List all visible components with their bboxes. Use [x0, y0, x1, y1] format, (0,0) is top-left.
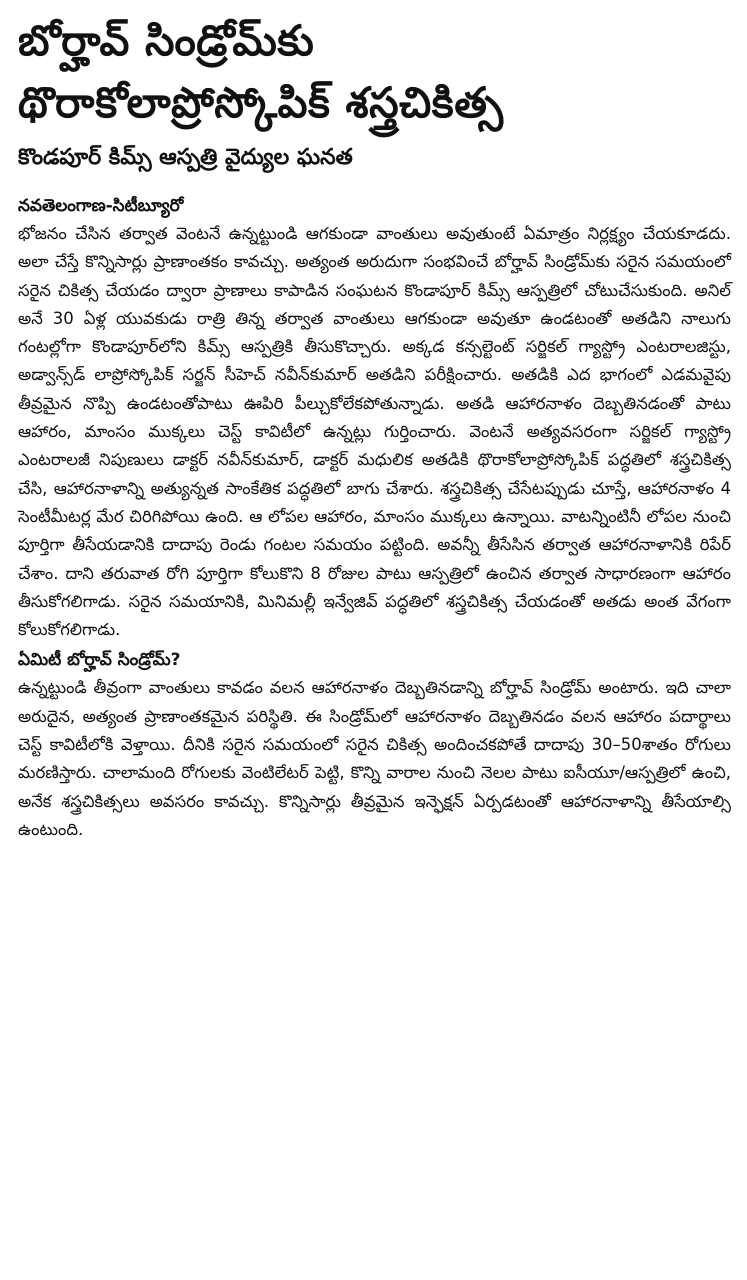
headline — [18, 10, 731, 134]
body-paragraph: భోజనం చేసిన తర్వాత వెంటనే ఉన్నట్టుండి ఆగకుండా వాంతులు అవుతుంటే ఏమాత్రం నిర్లక్ష్యం చేయకూడదు. అలా చేస్తే కొన్నిసార్లు ప్రాణాంతకం కావచ్చు. అత్యంత అరుదుగా సంభవించే బోర్హావ్ సిండ్రోమ్‌కు సరైన సమయంలో సరైన చికిత్స చేయడం ద్వారా ప్రాణాలు కాపాడిన సంఘటన కొండాపూర్ కిమ్స్ ఆస్పత్రిలో చోటుచేసుకుంది. అనిల్ అనే 30 ఏళ్ల యువకుడు రాత్రి తిన్న తర్వాత వాంతులు ఆగకుండా అవుతూ ఉండటంతో అతడిని నాలుగు గంటల్లోగా కొండాపూర్‌లోని కిమ్స్ ఆస్పత్రికి తీసుకొచ్చారు. అక్కడ కన్సల్టెంట్ సర్జికల్ గ్యాస్ట్రో ఎంటరాలజిస్టు, అడ్వాన్స్‌డ్ లాప్రోస్కోపిక్ సర్జన్ సీహెచ్ నవీన్‌కుమార్ అతడిని పరీక్షించారు. అతడికి ఎద భాగంలో ఎడమవైపు తీవ్రమైన నొప్పి ఉండటంతోపాటు ఊపిరి పీల్చుకోలేకపోతున్నాడు. అతడి ఆహారనాళం దెబ్బతినడంతో పాటు ఆహారం, మాంసం ముక్కలు చెస్ట్ కావిటీలో ఉన్నట్లు గుర్తించారు. వెంటనే అత్యవసరంగా సర్జికల్ గ్యాస్ట్రో ఎంటరాలజీ నిపుణులు డాక్టర్ నవీన్‌కుమార్, డాక్టర్ మధులిక అతడికి థొరాకోలాప్రోస్కోపిక్ పద్ధతిలో శస్త్రచికిత్స చేసి, ఆహారనాళాన్ని అత్యున్నత సాంకేతిక పద్ధతిలో బాగు చేశారు. శస్త్రచికిత్స చేసేటప్పుడు చూస్తే, ఆహారనాళం 4 సెంటీమీటర్ల మేర చిరిగిపోయి ఉంది. ఆ లోపల ఆహారం, మాంసం ముక్కలు ఉన్నాయి. వాటన్నింటినీ లోపల నుంచి పూర్తిగా తీసేయడానికి దాదాపు రెండు గంటల సమయం పట్టింది. అవన్నీ తీసేసిన తర్వాత ఆహారనాళానికి రిపేర్ చేశాం. దాని తరువాత రోగి పూర్తిగా కోలుకొని 8 రోజుల పాటు ఆస్పత్రిలో ఉంచిన తర్వాత సాధారణంగా ఆహారం తీసుకోగలిగాడు. సరైన సమయానికి, మినిమల్లీ ఇన్వేజివ్ పద్ధతిలో శస్త్రచికిత్స చేయడంతో అతడు అంత వేగంగా కోలుకోగలిగాడు. — [18, 224, 731, 640]
dateline: నవతెలంగాణ-సిటీబ్యూరో — [18, 196, 184, 216]
headline-line-1: బోర్హావ్ సిండ్రోమ్‌కు — [18, 16, 315, 65]
section-paragraph: ఉన్నట్టుండి తీవ్రంగా వాంతులు కావడం వలన ఆహారనాళం దెబ్బతినడాన్ని బోర్హావ్ సిండ్రోమ్ అంటారు. ఇది చాలా అరుదైన, అత్యంత ప్రాణాంతకమైన పరిస్థితి. ఈ సిండ్రోమ్‌లో ఆహారనాళం దెబ్బతినడం వలన ఆహారం పదార్థాలు చెస్ట్ కావిటీలోకి వెళ్తాయి. దీనికి సరైన సమయంలో సరైన చికిత్స అందించకపోతే దాదాపు 30–50శాతం రోగులు మరణిస్తారు. చాలామంది రోగులకు వెంటిలేటర్ పెట్టి, కొన్ని వారాల నుంచి నెలల పాటు ఐసీయూ/ఆస్పత్రిలో ఉంచి, అనేక శస్త్రచికిత్సలు అవసరం కావచ్చు. కొన్నిసార్లు తీవ్రమైన ఇన్ఫెక్షన్ ఏర్పడటంతో ఆహారనాళాన్ని తీసేయాల్సి ఉంటుంది. — [18, 678, 731, 839]
section-heading: ఏమిటీ బోర్హావ్ సిండ్రోమ్? — [18, 650, 181, 671]
subheadline: కొండపూర్ కిమ్స్ ఆస్పత్రి వైద్యుల ఘనత — [18, 145, 353, 170]
headline-line-2: థొరాకోలాప్రోస్కోపిక్ శస్త్రచికిత్స — [18, 78, 504, 127]
